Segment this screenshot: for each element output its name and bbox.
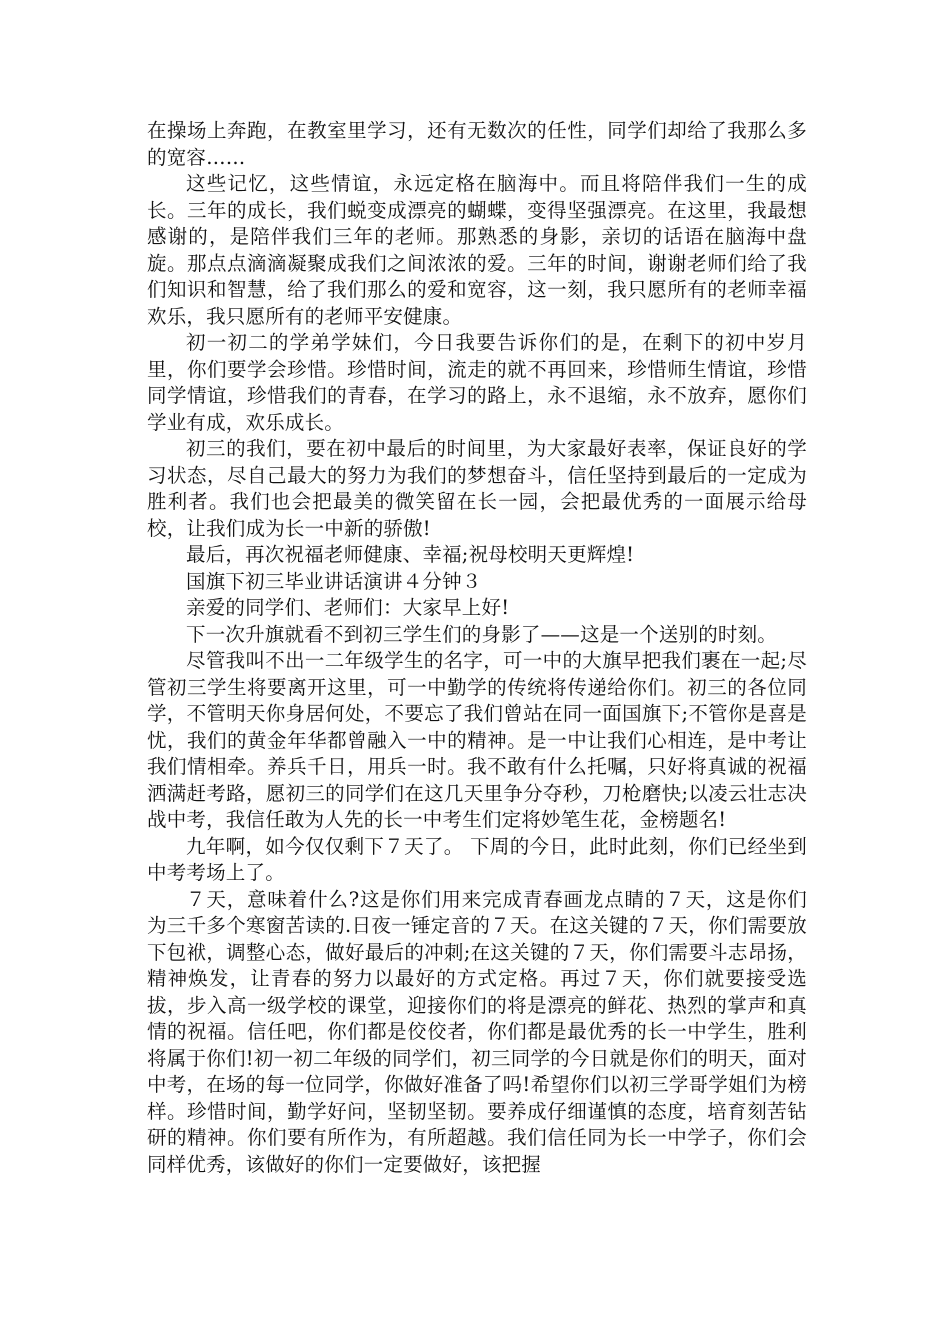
paragraph: 最后，再次祝福老师健康、幸福;祝母校明天更辉煌! (186, 543, 635, 566)
paragraph: 下一次升旗就看不到初三学生们的身影了——这是一个送别的时刻。 (186, 622, 778, 646)
paragraph: 初一初二的学弟学妹们，今日我要告诉你们的是，在剩下的初中岁月里，你们要学会珍惜。珍惜时间，流走的就不再回来，珍惜师生情谊，珍惜同学情谊，珍惜我们的青春，在学习的路上，永不退缩，永不放弃，愿你们学业有成，欢乐成长。 (147, 331, 807, 434)
paragraph: ７天，意味着什么?这是你们用来完成青春画龙点睛的７天，这是你们为三千多个寒窗苦读的.日夜一锤定音的７天。在这关键的７天，你们需要放下包袱，调整心态，做好最后的冲刺;在这关键的７天，你们需要斗志昂扬，精神焕发，让青春的努力以最好的方式定格。再过７天，你们就要接受选拔，步入高一级学校的课堂，迎接你们的将是漂亮的鲜花、热烈的掌声和真情的祝福。信任吧，你们都是佼佼者，你们都是最优秀的长一中学生，胜利将属于你们!初一初二年级的同学们，初三同学的今日就是你们的明天，面对中考，在场的每一位同学，你做好准备了吗!希望你们以初三学哥学姐们为榜样。珍惜时间，勤学好问，坚韧坚韧。要养成仔细谨慎的态度，培育刻苦钻研的精神。你们要有所作为，有所超越。我们信任同为长一中学子，你们会同样优秀，该做好的你们一定要做好，该把握 (147, 887, 807, 1176)
document-body (147, 118, 807, 1178)
paragraph: 尽管我叫不出一二年级学生的名字，可一中的大旗早把我们裹在一起;尽管初三学生将要离开这里，可一中勤学的传统将传递给你们。初三的各位同学，不管明天你身居何处，不要忘了我们曾站在同一面国旗下;不管你是喜是忧，我们的黄金年华都曾融入一中的精神。是一中让我们心相连，是中考让我们情相牵。养兵千日，用兵一时。我不敢有什么托嘱，只好将真诚的祝福洒满赶考路，愿初三的同学们在这几天里争分夺秒，刀枪磨快;以凌云壮志决战中考，我信任敢为人先的长一中考生们定将妙笔生花，金榜题名! (147, 649, 807, 831)
section-heading: 国旗下初三毕业讲话演讲４分钟３ (186, 569, 482, 593)
paragraph-continuation: 在操场上奔跑，在教室里学习，还有无数次的任性，同学们却给了我那么多的宽容…… (147, 119, 807, 169)
paragraph: 初三的我们，要在初中最后的时间里，为大家最好表率，保证良好的学习状态，尽自己最大的努力为我们的梦想奋斗，信任坚持到最后的一定成为胜利者。我们也会把最美的微笑留在长一园，会把最优秀的一面展示给母校，让我们成为长一中新的骄傲! (147, 437, 807, 540)
paragraph: 九年啊，如今仅仅剩下７天了。 下周的今日，此时此刻，你们已经坐到中考考场上了。 (147, 834, 807, 884)
salutation: 亲爱的同学们、老师们：大家早上好! (186, 596, 510, 619)
paragraph: 这些记忆，这些情谊，永远定格在脑海中。而且将陪伴我们一生的成长。三年的成长，我们蜕变成漂亮的蝴蝶，变得坚强漂亮。在这里，我最想感谢的，是陪伴我们三年的老师。那熟悉的身影，亲切的话语在脑海中盘旋。那点点滴滴凝聚成我们之间浓浓的爱。三年的时间，谢谢老师们给了我们知识和智慧，给了我们那么的爱和宽容，这一刻，我只愿所有的老师幸福欢乐，我只愿所有的老师平安健康。 (147, 172, 807, 328)
